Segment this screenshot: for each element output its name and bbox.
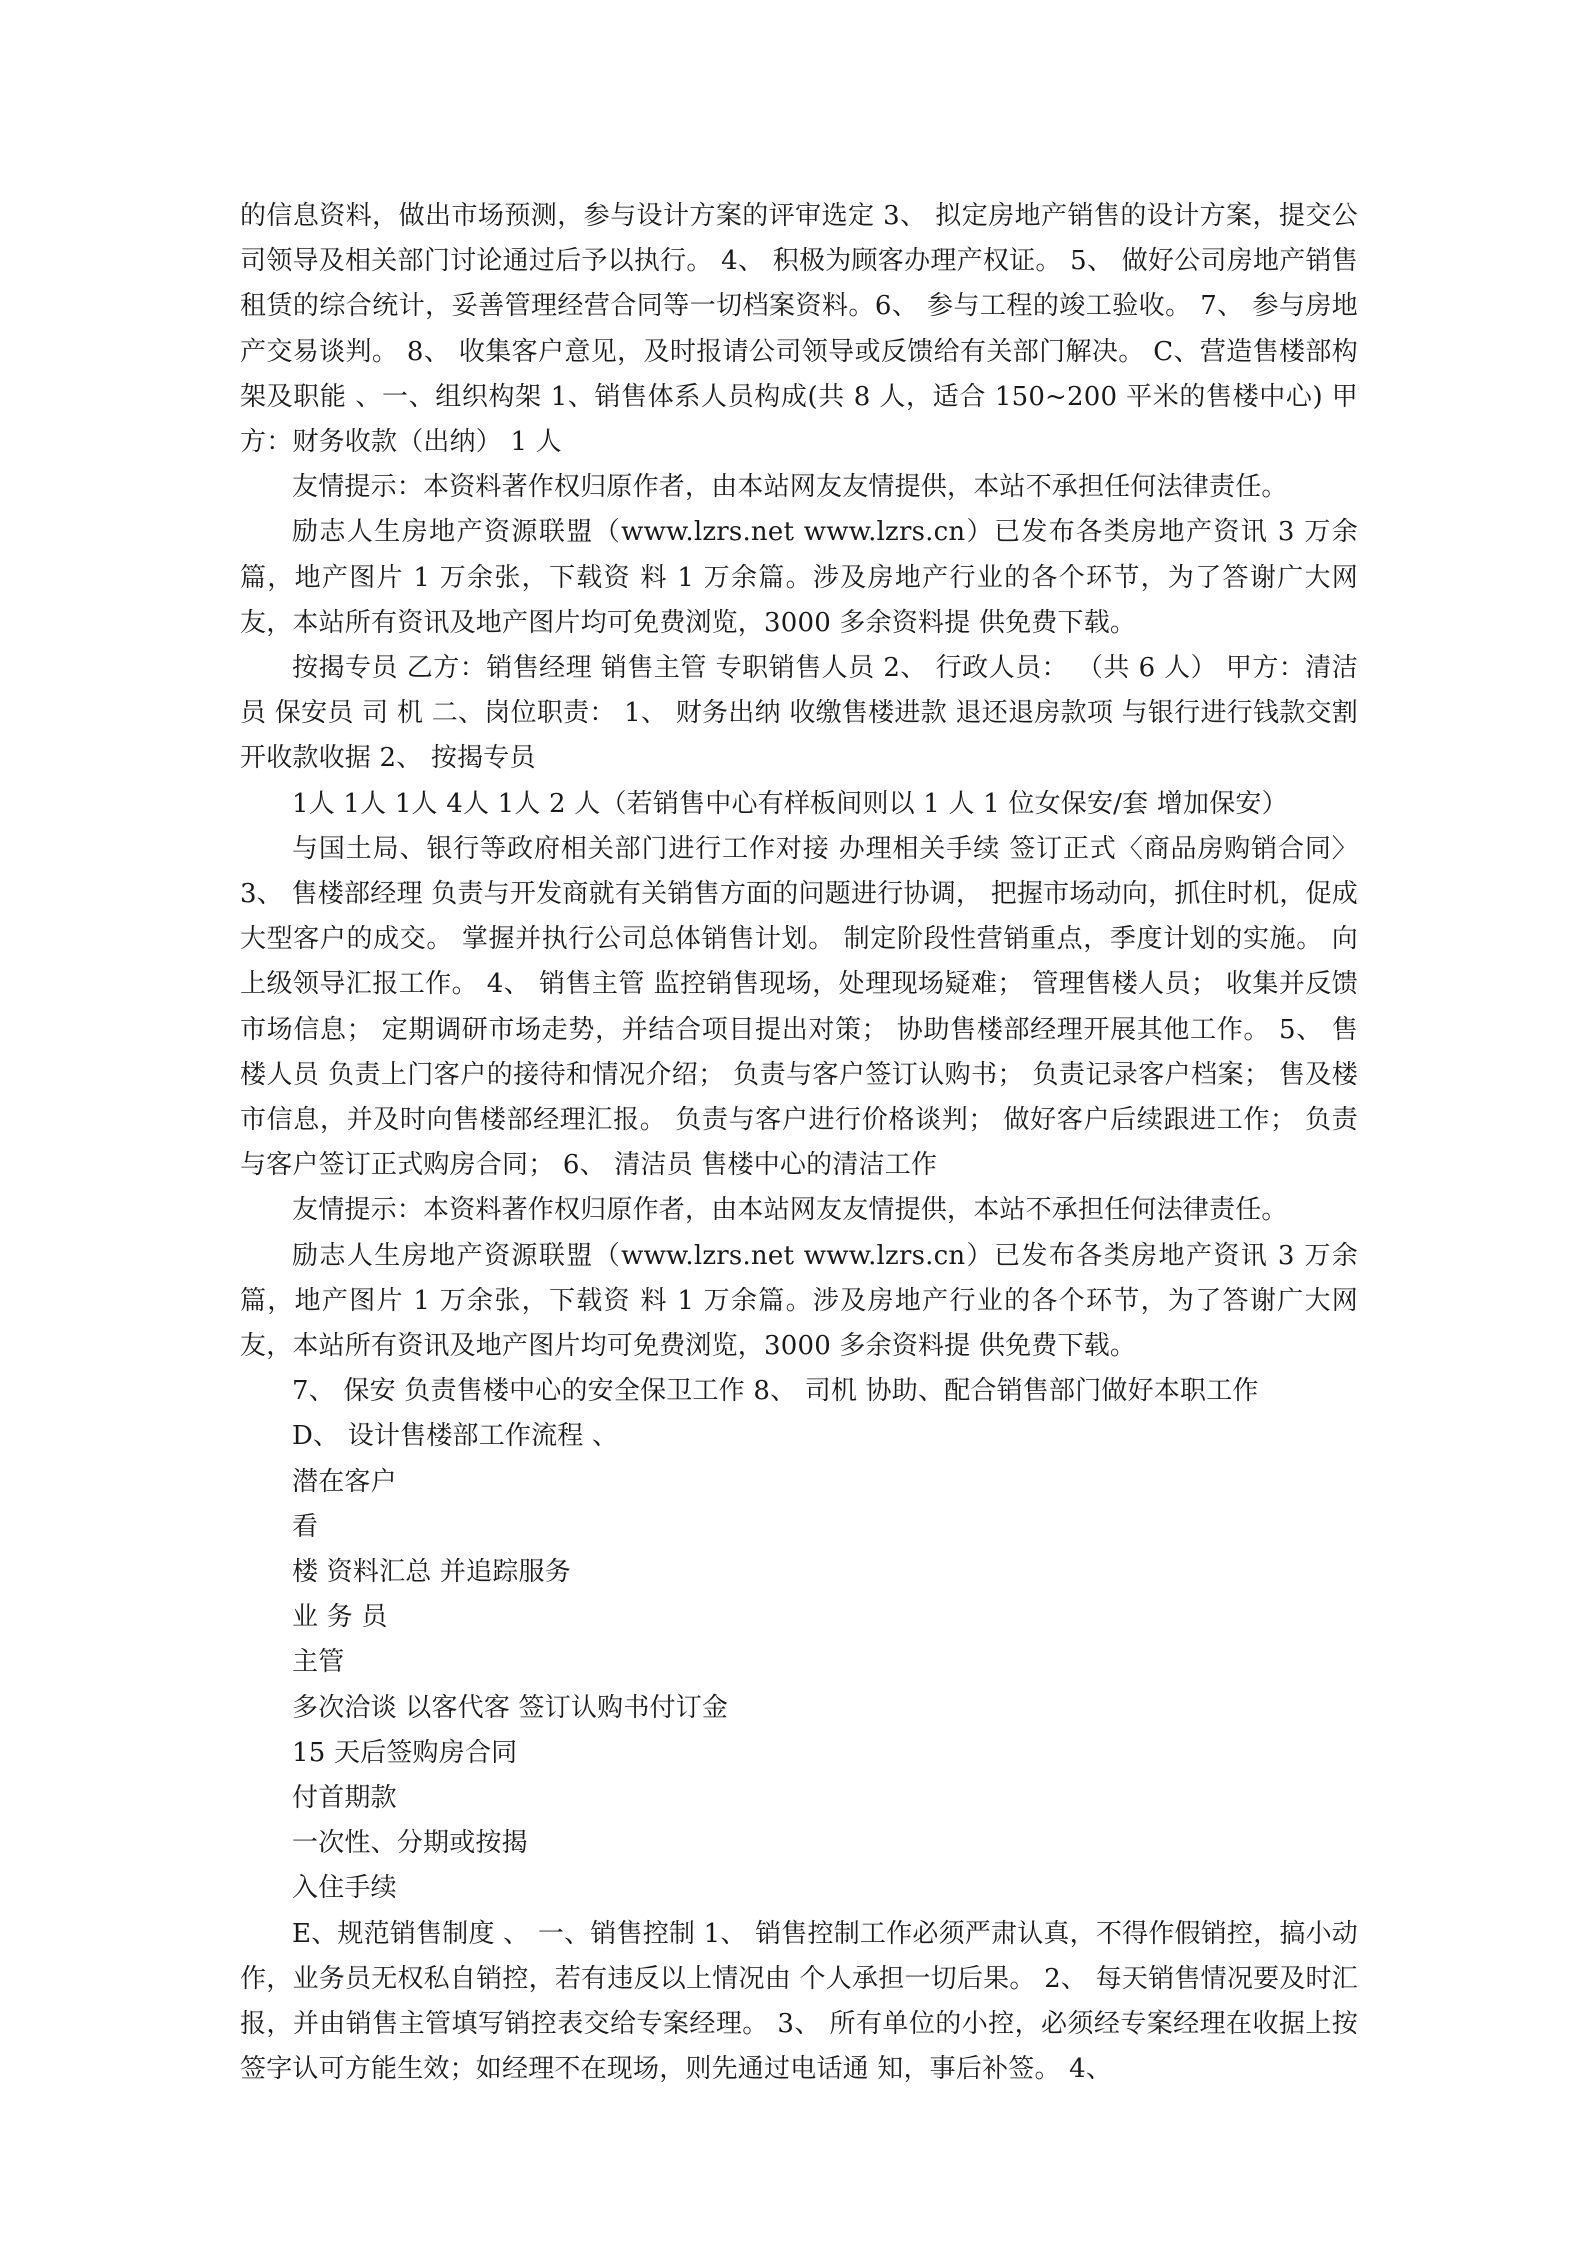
workflow-step: 看 (292, 1511, 319, 1542)
paragraph-disclaimer: 友情提示：本资料著作权归原作者，由本站网友友情提供，本站不承担任何法律责任。 (292, 472, 1288, 503)
workflow-step: 付首期款 (292, 1782, 397, 1813)
workflow-heading: D、 设计售楼部工作流程 、 (292, 1421, 619, 1452)
workflow-step: 主管 (292, 1647, 345, 1678)
paragraph-sales-rules: E、规范销售制度 、 一、销售控制 1、 销售控制工作必须严肃认真，不得作假销控，搞小动作，业务员无权私自销控，若有违反以上情况由 个人承担一切后果。 2、 每天销售情况要及时汇报，并由销售主管填写销控表交给专案经理。 3、 所有单位的小控，必须经专案经理在收据上按签字认可方能生效；如经理不在现场，则先通过电话通 知，事后补签。 4、 (240, 1918, 1358, 2085)
workflow-step: 业 务 员 (292, 1602, 388, 1633)
workflow-step: 15 天后签购房合同 (292, 1737, 518, 1768)
workflow-step: 入住手续 (292, 1873, 397, 1904)
workflow-step: 多次洽谈 以客代客 签订认购书付订金 (292, 1692, 729, 1723)
workflow-step: 楼 资料汇总 并追踪服务 (292, 1557, 571, 1588)
paragraph-disclaimer-repeat: 友情提示：本资料著作权归原作者，由本站网友友情提供，本站不承担任何法律责任。 (292, 1195, 1288, 1226)
paragraph-intro: 的信息资料，做出市场预测，参与设计方案的评审选定 3、 拟定房地产销售的设计方案，提交公司领导及相关部门讨论通过后予以执行。 4、 积极为顾客办理产权证。 5、 做好公司房地产销售租赁的综合统计，妥善管理经营合同等一切档案资料。6、 参与工程的竣工验收。 7、 参与房地产交易谈判。 8、 收集客户意见，及时报请公司领导或反馈给有关部门解决。 C、营造售楼部构架及职能 、一、组织构架 1、销售体系人员构成(共 8 人，适合 150~200 平米的售楼中心) 甲方：财务收款（出纳） 1 人 (240, 201, 1358, 458)
workflow-step: 一次性、分期或按揭 (292, 1828, 528, 1859)
paragraph-staff-counts: 1人 1人 1人 4人 1人 2 人（若销售中心有样板间则以 1 人 1 位女保安/套 增加保安） (292, 788, 1288, 819)
workflow-step: 潜在客户 (292, 1466, 397, 1497)
sales-workflow (240, 1414, 1358, 1911)
paragraph-staff-roles: 按揭专员 乙方：销售经理 销售主管 专职销售人员 2、 行政人员： （共 6 人） 甲方：清洁员 保安员 司 机 二、岗位职责： 1、 财务出纳 收缴售楼进款 退还退房款项 与银行进行钱款交割 开收款收据 2、 按揭专员 (240, 653, 1358, 774)
paragraph-site-notice-repeat: 励志人生房地产资源联盟（www.lzrs.net www.lzrs.cn）已发布各类房地产资讯 3 万余篇，地产图片 1 万余张，下载资 料 1 万余篇。涉及房地产行业的各个环节，为了答谢广大网友，本站所有资讯及地产图片均可免费浏览，3000 多余资料提 供免费下载。 (240, 1240, 1358, 1362)
document-body (240, 194, 1358, 2092)
paragraph-site-notice: 励志人生房地产资源联盟（www.lzrs.net www.lzrs.cn）已发布各类房地产资讯 3 万余篇，地产图片 1 万余张，下载资 料 1 万余篇。涉及房地产行业的各个环节，为了答谢广大网友，本站所有资讯及地产图片均可免费浏览，3000 多余资料提 供免费下载。 (240, 517, 1358, 638)
paragraph-security-driver: 7、 保安 负责售楼中心的安全保卫工作 8、 司机 协助、配合销售部门做好本职工作 (292, 1376, 1259, 1407)
paragraph-job-duties: 与国土局、银行等政府相关部门进行工作对接 办理相关手续 签订正式〈商品房购销合同〉 3、 售楼部经理 负责与开发商就有关销售方面的问题进行协调， 把握市场动向，抓住时机，促成大型客户的成交。 掌握并执行公司总体销售计划。 制定阶段性营销重点，季度计划的实施。 向上级领导汇报工作。 4、 销售主管 监控销售现场，处理现场疑难； 管理售楼人员； 收集并反馈市场信息； 定期调研市场走势，并结合项目提出对策； 协助售楼部经理开展其他工作。 5、 售楼人员 负责上门客户的接待和情况介绍； 负责与客户签订认购书； 负责记录客户档案； 售及楼市信息，并及时向售楼部经理汇报。 负责与客户进行价格谈判； 做好客户后续跟进工作； 负责与客户签订正式购房合同； 6、 清洁员 售楼中心的清洁工作 (240, 833, 1358, 1181)
